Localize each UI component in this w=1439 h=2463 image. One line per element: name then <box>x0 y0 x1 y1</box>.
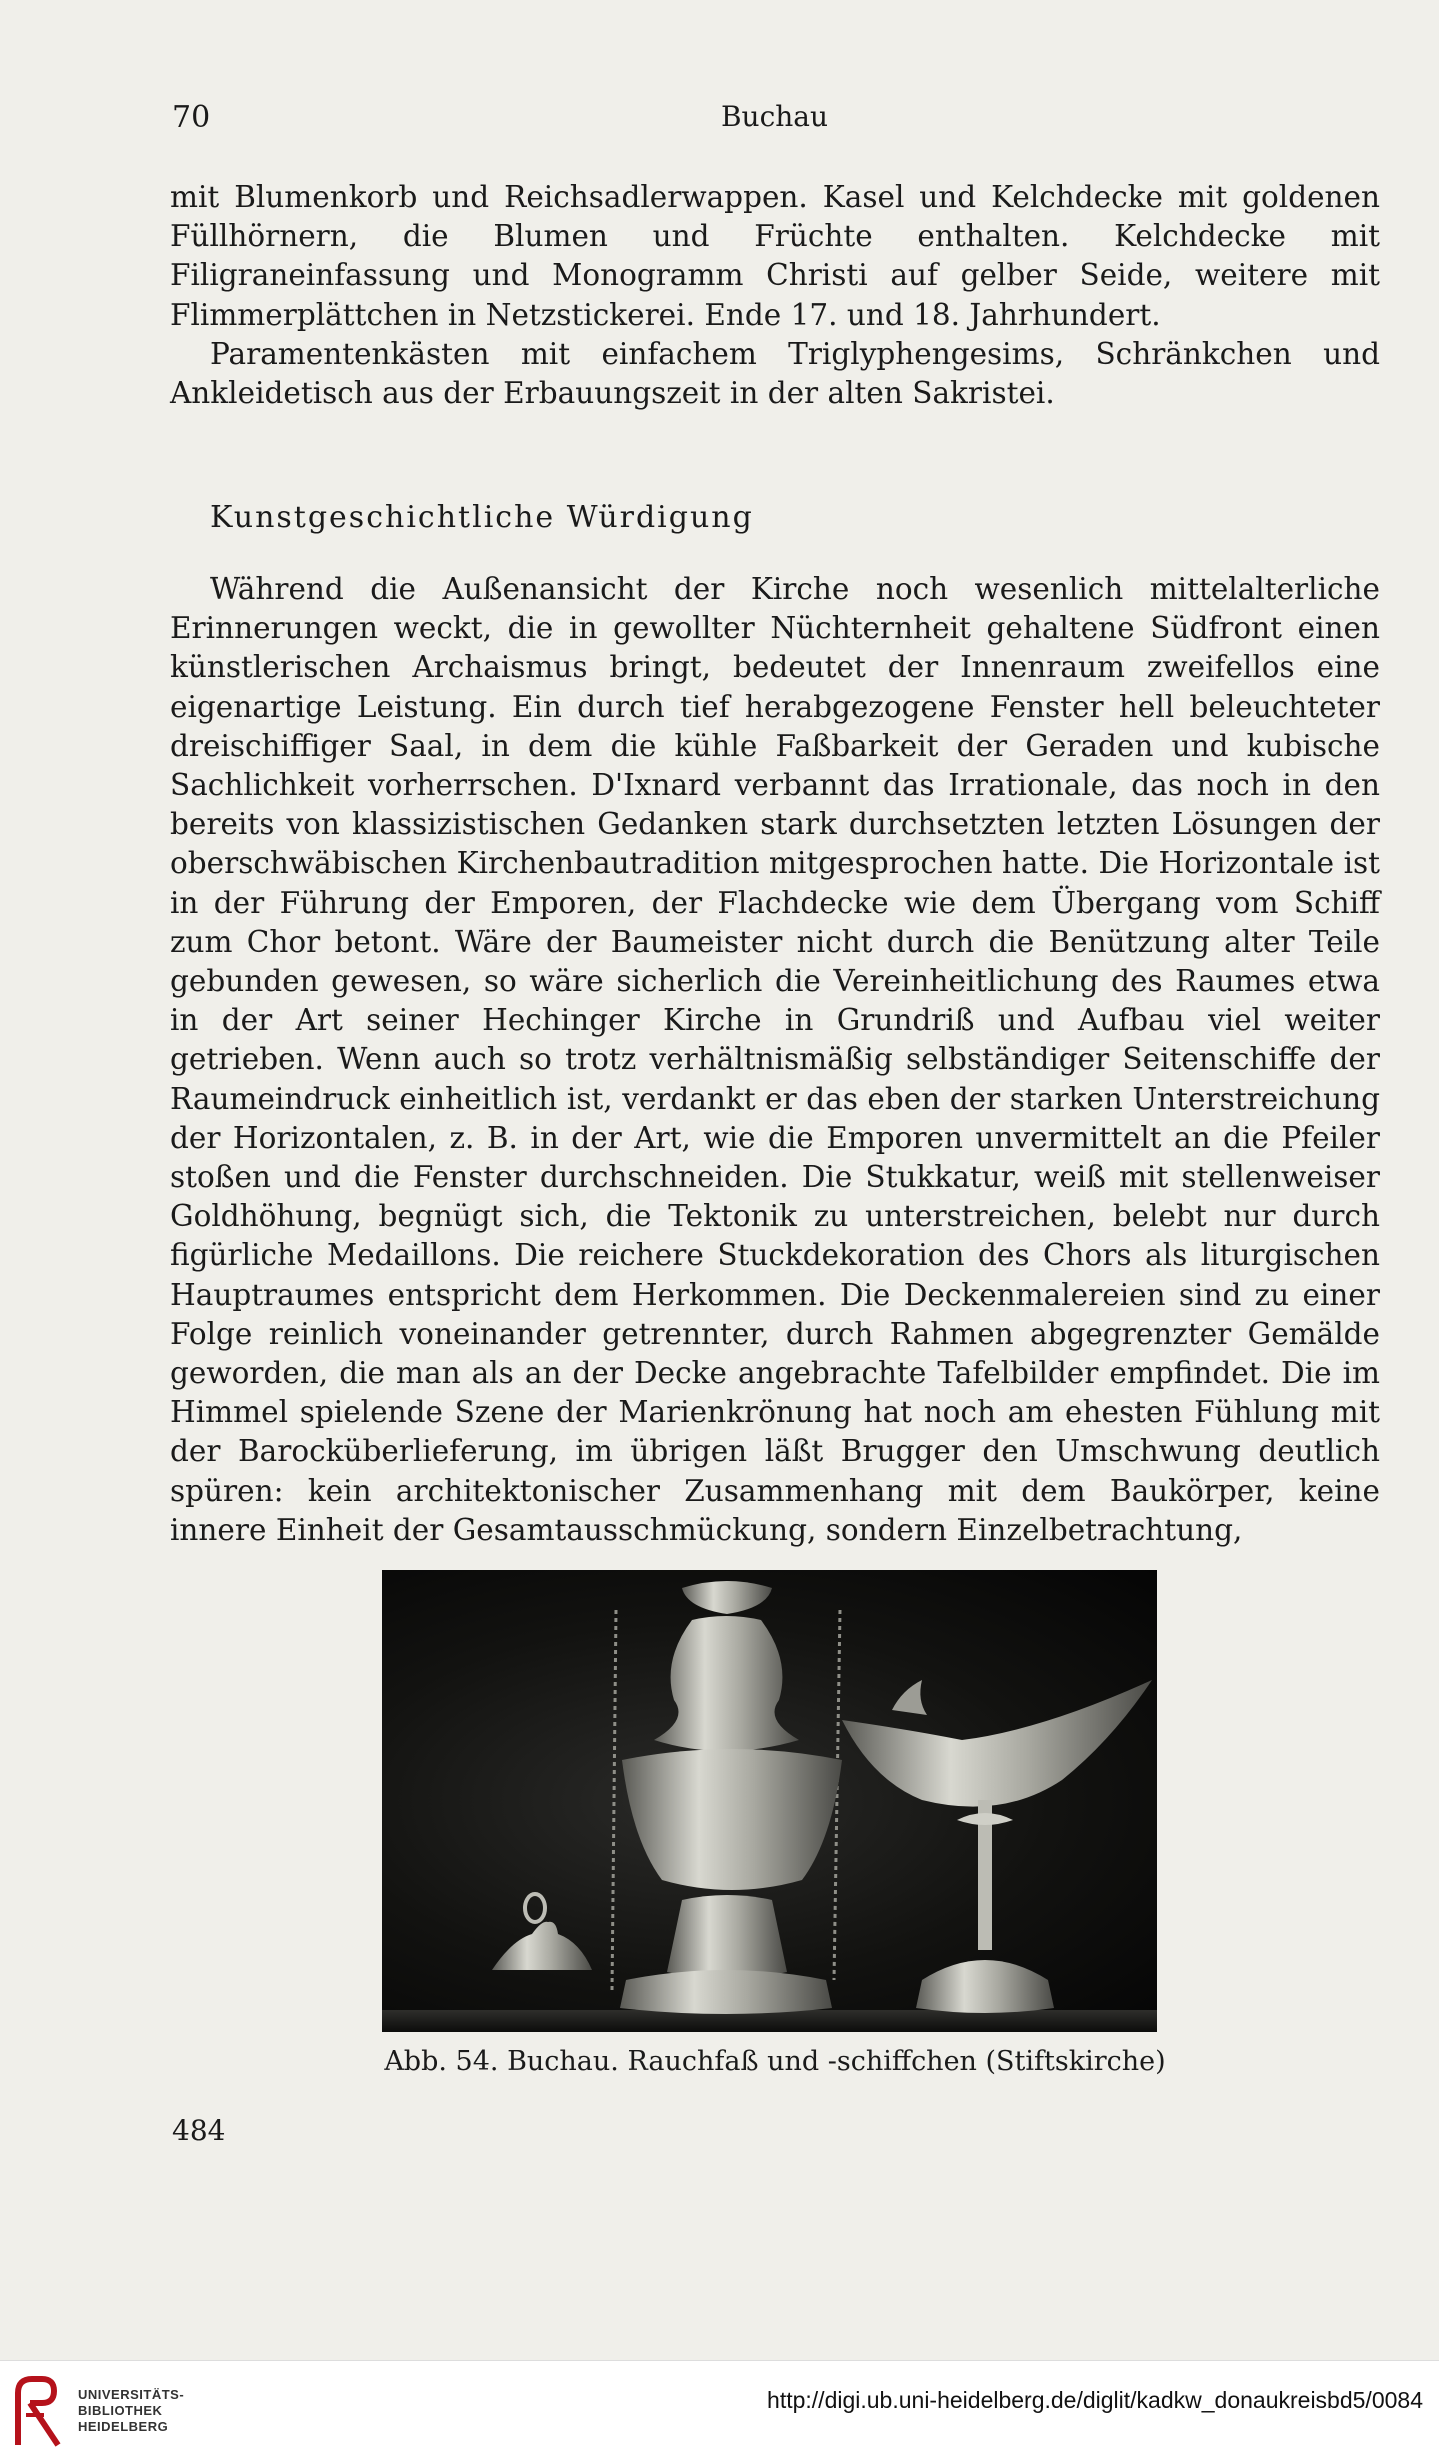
digitization-footer <box>0 2360 1439 2463</box>
library-name-line: HEIDELBERG <box>78 2419 169 2434</box>
main-text-block <box>170 570 1380 1550</box>
paragraph: Während die Außenansicht der Kirche noch wesenlich mittelalterliche Erinnerungen weckt, die in gewollter Nüchternheit gehaltene Südfront einen künstlerischen Archaismus bringt, bedeutet der Innenraum zweifellos eine eigenartige Leistung. Ein durch tief herabgezogene Fenster hell beleuchteter dreischiffiger Saal, in dem die kühle Faßbarkeit der Geraden und kubische Sachlichkeit vorherrschen. D'Ixnard verbannt das Irrationale, das noch in den bereits von klassizistischen Gedanken stark durchsetzten letzten Lösungen der oberschwäbischen Kirchenbautradition mitgesprochen hatte. Die Horizontale ist in der Führung der Emporen, der Flachdecke wie dem Übergang vom Schiff zum Chor betont. Wäre der Baumeister nicht durch die Benützung alter Teile gebunden gewesen, so wäre sicherlich die Vereinheitlichung des Raumes etwa in der Art seiner Hechinger Kirche in Grundriß und Aufbau viel weiter getrieben. Wenn auch so trotz verhältnismäßig selbständiger Seitenschiffe der Raumeindruck einheitlich ist, verdankt er das eben der starken Unterstreichung der Horizontalen, z. B. in der Art, wie die Emporen unvermittelt an die Pfeiler stoßen und die Fenster durchschneiden. Die Stukkatur, weiß mit stellenweiser Goldhöhung, begnügt sich, die Tektonik zu unterstreichen, belebt nur durch figürliche Medaillons. Die reichere Stuckdekoration des Chors als liturgischen Hauptraumes entspricht dem Herkommen. Die Deckenmalereien sind zu einer Folge reinlich voneinander getrennter, durch Rahmen abgegrenzter Gemälde geworden, die man als an der Decke angebrachte Tafelbilder empfindet. Die im Himmel spielende Szene der Marienkrönung hat noch am ehesten Fühlung mit der Barocküberlieferung, im übrigen läßt Brugger den Umschwung deutlich spüren: kein architektonischer Zusammenhang mit dem Baukörper, keine innere Einheit der Gesamtausschmückung, sondern Einzelbetrachtung, <box>170 572 1380 1547</box>
censer-photo-illustration <box>382 1570 1157 2032</box>
page-number: 70 <box>172 100 211 135</box>
page-header <box>172 100 1377 140</box>
university-library-logo-icon <box>14 2375 64 2449</box>
section-heading: Kunstgeschichtliche Würdigung <box>210 500 754 535</box>
running-title: Buchau <box>720 100 829 133</box>
library-name-line: UNIVERSITÄTS- <box>78 2387 185 2402</box>
paragraph: mit Blumenkorb und Reichsadlerwappen. Kasel und Kelchdecke mit goldenen Füllhörnern, die Blumen und Früchte enthalten. Kelchdecke mit Filigraneinfassung und Monogramm Christi auf gelber Seide, weitere mit Flimmerplättchen in Netzstickerei. Ende 17. und 18. Jahrhundert. <box>170 180 1380 332</box>
folio-number: 484 <box>172 2114 226 2147</box>
library-name-line: BIBLIOTHEK <box>78 2403 163 2418</box>
paragraph: Paramentenkästen mit einfachem Triglyphengesims, Schränkchen und Ankleidetisch aus der Erbauungszeit in der alten Sakristei. <box>170 336 1380 411</box>
figure-caption: Abb. 54. Buchau. Rauchfaß und -schiffchen (Stiftskirche) <box>384 2046 1166 2077</box>
figure-photo-censer-and-incense-boat <box>382 1570 1157 2032</box>
library-name <box>78 2387 184 2435</box>
intro-text-block <box>170 178 1380 413</box>
source-url-link[interactable]: http://digi.ub.uni-heidelberg.de/diglit/kadkw_donaukreisbd5/0084 <box>767 2387 1423 2413</box>
